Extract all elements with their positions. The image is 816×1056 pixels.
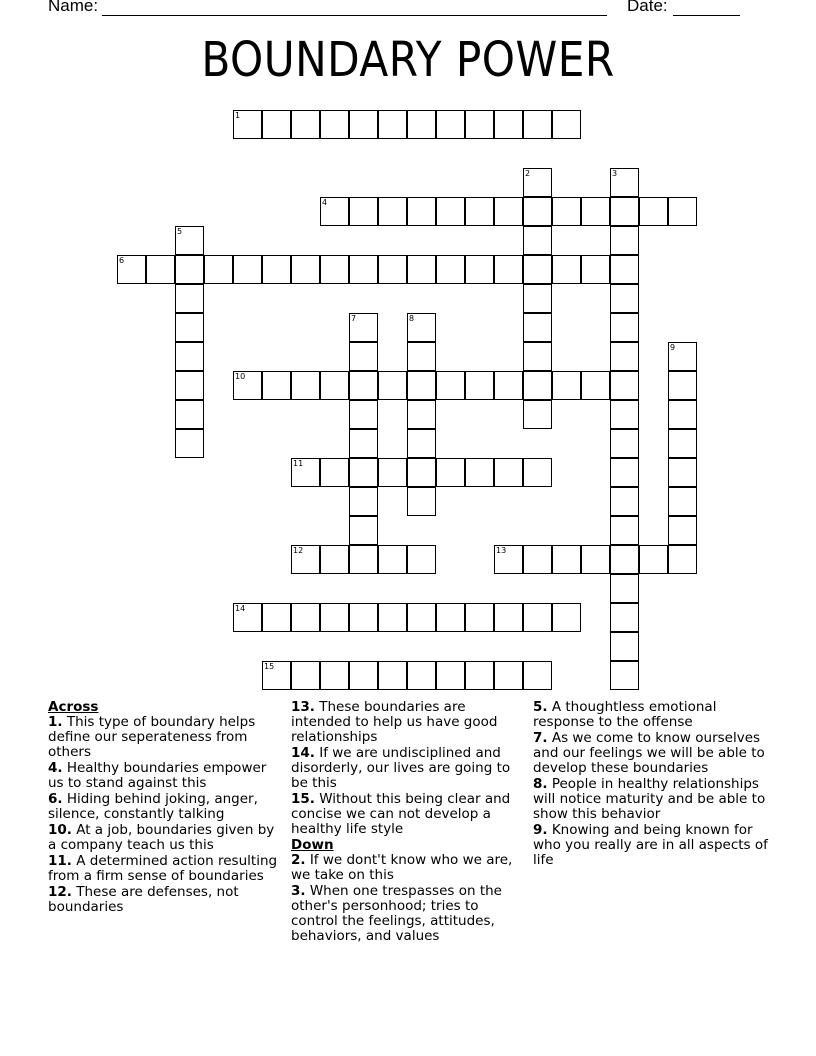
grid-cell[interactable]: [668, 400, 697, 429]
clue-number: 11: [293, 459, 304, 468]
grid-cell[interactable]: [610, 197, 639, 226]
grid-cell[interactable]: [494, 197, 523, 226]
grid-cell[interactable]: [523, 400, 552, 429]
grid-cell[interactable]: [668, 545, 697, 574]
grid-cell[interactable]: [262, 371, 291, 400]
grid-cell[interactable]: [610, 255, 639, 284]
clue-across-14: 14. If we are undisciplined and disorderly, our lives are going to be this: [291, 745, 511, 791]
clue-number: 1: [235, 111, 241, 120]
clue-number: 14: [235, 604, 246, 613]
grid-cell[interactable]: [175, 313, 204, 342]
grid-cell[interactable]: [291, 255, 320, 284]
grid-cell[interactable]: [610, 516, 639, 545]
grid-cell[interactable]: [407, 371, 436, 400]
grid-cell[interactable]: [349, 342, 378, 371]
clue-number: 2: [525, 169, 531, 178]
clue-across-13: 13. These boundaries are intended to help us have good relationships: [291, 699, 498, 745]
grid-cell[interactable]: [349, 371, 378, 400]
grid-cell[interactable]: [349, 255, 378, 284]
grid-cell[interactable]: [349, 516, 378, 545]
clue-number: 5: [177, 227, 183, 236]
clue-down-7: 7. As we come to know ourselves and our feelings we will be able to develop these boundaries: [533, 730, 765, 776]
grid-cell[interactable]: [378, 197, 407, 226]
grid-cell[interactable]: [407, 661, 436, 690]
clue-down-2: 2. If we dont't know who we are, we take on this: [291, 852, 513, 883]
across-heading: Across: [48, 699, 99, 715]
clue-across-15: 15. Without this being clear and concise we can not develop a healthy life style: [291, 791, 511, 837]
grid-cell[interactable]: [407, 458, 436, 487]
grid-cell[interactable]: [262, 255, 291, 284]
grid-cell[interactable]: [378, 661, 407, 690]
grid-cell[interactable]: [175, 284, 204, 313]
grid-cell[interactable]: [407, 342, 436, 371]
grid-cell[interactable]: [349, 603, 378, 632]
grid-cell[interactable]: [465, 110, 494, 139]
grid-cell[interactable]: [436, 197, 465, 226]
grid-cell[interactable]: [639, 197, 668, 226]
clues-col2: [291, 700, 523, 945]
grid-cell[interactable]: [465, 197, 494, 226]
grid-cell[interactable]: [523, 197, 552, 226]
grid-cell[interactable]: [465, 255, 494, 284]
grid-cell[interactable]: [494, 661, 523, 690]
grid-cell[interactable]: [552, 371, 581, 400]
name-label: Name:: [48, 0, 99, 15]
grid-cell[interactable]: [523, 255, 552, 284]
grid-cell[interactable]: [175, 371, 204, 400]
grid-cell[interactable]: [378, 603, 407, 632]
grid-cell[interactable]: [610, 574, 639, 603]
grid-cell[interactable]: [668, 371, 697, 400]
grid-cell[interactable]: [552, 197, 581, 226]
grid-cell[interactable]: [349, 458, 378, 487]
grid-cell[interactable]: [465, 458, 494, 487]
across-clues-col1: [48, 700, 280, 916]
grid-cell[interactable]: [349, 197, 378, 226]
grid-cell[interactable]: [291, 371, 320, 400]
grid-cell[interactable]: [523, 284, 552, 313]
grid-cell[interactable]: [378, 545, 407, 574]
grid-cell[interactable]: [494, 603, 523, 632]
grid-cell[interactable]: [523, 226, 552, 255]
grid-cell[interactable]: [668, 197, 697, 226]
grid-cell[interactable]: [291, 603, 320, 632]
grid-cell[interactable]: [378, 255, 407, 284]
grid-cell[interactable]: [407, 429, 436, 458]
grid-cell[interactable]: [320, 255, 349, 284]
grid-cell[interactable]: [610, 545, 639, 574]
grid-cell[interactable]: [320, 458, 349, 487]
grid-cell[interactable]: [610, 226, 639, 255]
grid-cell[interactable]: [465, 371, 494, 400]
grid-cell[interactable]: [436, 458, 465, 487]
clue-down-5: 5. A thoughtless emotional response to the offense: [533, 699, 717, 730]
grid-cell[interactable]: [494, 371, 523, 400]
grid-cell[interactable]: [610, 603, 639, 632]
grid-cell[interactable]: [668, 429, 697, 458]
clue-number: 4: [322, 198, 328, 207]
clue-across-6: 6. Hiding behind joking, anger, silence, constantly talking: [48, 791, 258, 822]
grid-cell[interactable]: [610, 313, 639, 342]
grid-cell[interactable]: [436, 371, 465, 400]
grid-cell[interactable]: [610, 458, 639, 487]
grid-cell[interactable]: [494, 110, 523, 139]
grid-cell[interactable]: [552, 110, 581, 139]
clue-across-4: 4. Healthy boundaries empower us to stand against this: [48, 760, 267, 791]
grid-cell[interactable]: [291, 110, 320, 139]
clue-across-10: 10. At a job, boundaries given by a company teach us this: [48, 822, 275, 853]
date-label: Date:: [627, 0, 668, 15]
grid-cell[interactable]: [349, 400, 378, 429]
grid-cell[interactable]: [668, 516, 697, 545]
grid-cell[interactable]: [320, 603, 349, 632]
page-title: BOUNDARY POWER: [201, 32, 615, 88]
grid-cell[interactable]: [523, 342, 552, 371]
clue-across-12: 12. These are defenses, not boundaries: [48, 884, 239, 915]
grid-cell[interactable]: [175, 255, 204, 284]
down-clues-col3: [533, 700, 773, 869]
grid-cell[interactable]: [262, 603, 291, 632]
grid-cell[interactable]: [378, 371, 407, 400]
grid-cell[interactable]: [523, 371, 552, 400]
clue-down-3: 3. When one trespasses on the other's personhood; tries to control the feelings, attitudes, behaviors, and values: [291, 883, 502, 944]
clue-number: 3: [612, 169, 618, 178]
clue-number: 10: [235, 372, 246, 381]
clue-down-9: 9. Knowing and being known for who you really are in all aspects of life: [533, 822, 768, 868]
clue-number: 6: [119, 256, 125, 265]
grid-cell[interactable]: [494, 458, 523, 487]
grid-cell[interactable]: [610, 400, 639, 429]
grid-cell[interactable]: [407, 603, 436, 632]
grid-cell[interactable]: [610, 342, 639, 371]
grid-cell[interactable]: [262, 110, 291, 139]
grid-cell[interactable]: [291, 661, 320, 690]
grid-cell[interactable]: [407, 110, 436, 139]
grid-cell[interactable]: [233, 255, 262, 284]
grid-cell[interactable]: [349, 545, 378, 574]
grid-cell[interactable]: [610, 661, 639, 690]
grid-cell[interactable]: [407, 400, 436, 429]
grid-cell[interactable]: [320, 545, 349, 574]
grid-cell[interactable]: [639, 545, 668, 574]
grid-cell[interactable]: [146, 255, 175, 284]
grid-cell[interactable]: [523, 545, 552, 574]
grid-cell[interactable]: [349, 429, 378, 458]
grid-cell[interactable]: [523, 110, 552, 139]
grid-cell[interactable]: [407, 545, 436, 574]
grid-cell[interactable]: [465, 661, 494, 690]
grid-cell[interactable]: [320, 661, 349, 690]
grid-cell[interactable]: [407, 255, 436, 284]
grid-cell[interactable]: [523, 458, 552, 487]
grid-cell[interactable]: [610, 284, 639, 313]
grid-cell[interactable]: [378, 458, 407, 487]
grid-cell[interactable]: [407, 197, 436, 226]
grid-cell[interactable]: [610, 429, 639, 458]
grid-cell[interactable]: [581, 545, 610, 574]
grid-cell[interactable]: [349, 487, 378, 516]
grid-cell[interactable]: [552, 255, 581, 284]
clue-number: 15: [264, 662, 275, 671]
clue-across-11: 11. A determined action resulting from a firm sense of boundaries: [48, 853, 278, 884]
grid-cell[interactable]: [436, 603, 465, 632]
grid-cell[interactable]: [175, 429, 204, 458]
grid-cell[interactable]: [581, 197, 610, 226]
grid-cell[interactable]: [320, 371, 349, 400]
grid-cell[interactable]: [349, 110, 378, 139]
grid-cell[interactable]: [523, 313, 552, 342]
grid-cell[interactable]: [407, 487, 436, 516]
grid-cell[interactable]: [436, 661, 465, 690]
grid-cell[interactable]: [668, 487, 697, 516]
grid-cell[interactable]: [610, 371, 639, 400]
grid-cell[interactable]: [581, 255, 610, 284]
grid-cell[interactable]: [465, 603, 494, 632]
grid-cell[interactable]: [610, 632, 639, 661]
clue-number: 7: [351, 314, 357, 323]
grid-cell[interactable]: [436, 110, 465, 139]
grid-cell[interactable]: [552, 545, 581, 574]
clue-number: 9: [670, 343, 676, 352]
grid-cell[interactable]: [175, 400, 204, 429]
clue-number: 12: [293, 546, 304, 555]
grid-cell[interactable]: [523, 661, 552, 690]
clue-down-8: 8. People in healthy relationships will notice maturity and be able to show this behavior: [533, 776, 766, 822]
grid-cell[interactable]: [494, 255, 523, 284]
grid-cell[interactable]: [552, 603, 581, 632]
clue-across-1: 1. This type of boundary helps define our seperateness from others: [48, 714, 256, 760]
grid-cell[interactable]: [349, 661, 378, 690]
down-heading: Down: [291, 837, 334, 853]
clue-number: 8: [409, 314, 415, 323]
grid-cell[interactable]: [204, 255, 233, 284]
grid-cell[interactable]: [523, 603, 552, 632]
grid-cell[interactable]: [610, 487, 639, 516]
grid-cell[interactable]: [378, 110, 407, 139]
grid-cell[interactable]: [581, 371, 610, 400]
clue-number: 13: [496, 546, 507, 555]
grid-cell[interactable]: [320, 110, 349, 139]
grid-cell[interactable]: [175, 342, 204, 371]
grid-cell[interactable]: [668, 458, 697, 487]
grid-cell[interactable]: [436, 255, 465, 284]
